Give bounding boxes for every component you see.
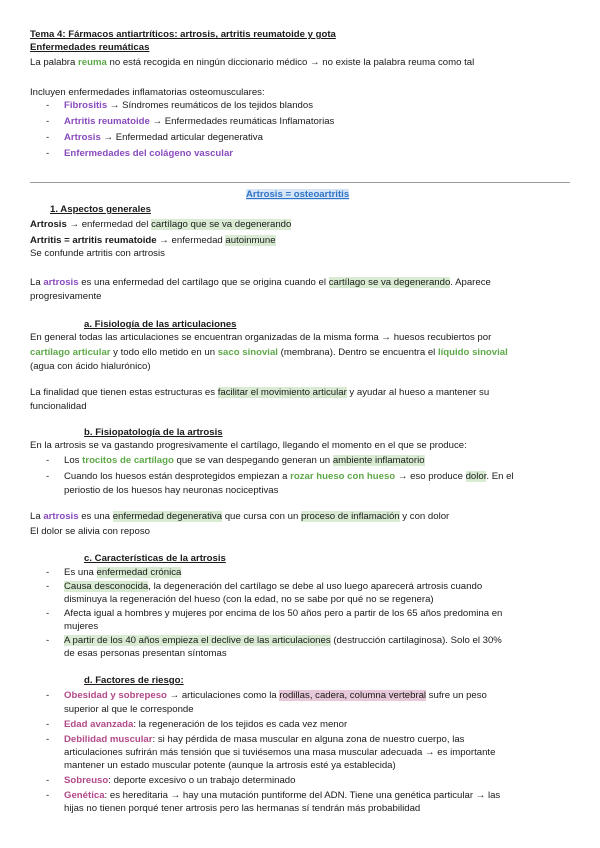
text: : si hay pérdida de masa muscular en alguna zona de nuestro cuerpo, las xyxy=(152,734,465,745)
s1-para-2: progresivamente xyxy=(30,291,102,302)
b-para-2: El dolor se alivia con reposo xyxy=(30,526,150,537)
text: Es una xyxy=(64,567,97,578)
text: → enfermedad del xyxy=(66,219,152,230)
a-line-5: funcionalidad xyxy=(30,401,87,412)
list-item xyxy=(46,100,314,112)
reum-intro: Incluyen enfermedades inflamatorias osteomusculares: xyxy=(30,87,265,98)
text: Afecta igual a hombres y mujeres por encima de los 50 años pero a partir de los 65 años predomina en xyxy=(64,608,503,619)
section-title xyxy=(246,189,349,201)
bullet-dash: - xyxy=(46,567,50,578)
text: → enfermedad xyxy=(156,235,226,246)
list-item xyxy=(46,775,296,787)
bullet-dash: - xyxy=(46,790,50,801)
reum-heading: Enfermedades reumáticas xyxy=(30,42,150,53)
a-line-2 xyxy=(30,347,508,359)
term: Artritis = artritis reumatoide xyxy=(30,235,157,246)
text: . En el xyxy=(486,471,514,482)
term: cartílago articular xyxy=(30,347,111,358)
term: saco sinovial xyxy=(217,347,278,358)
list-item-cont: periostio de los huesos hay neuronas nociceptivas xyxy=(64,485,279,496)
reum-line-1 xyxy=(30,57,474,69)
term: Sobreuso xyxy=(64,775,109,786)
text: La xyxy=(30,277,44,288)
text: → Síndromes reumáticos de los tejidos blandos xyxy=(107,100,314,111)
term: Fibrositis xyxy=(64,100,108,111)
text: no está recogida en ningún diccionario médico → no existe la palabra reuma como tal xyxy=(106,57,475,68)
list-item xyxy=(46,690,487,702)
list-item xyxy=(46,635,502,647)
highlight: enfermedad crónica xyxy=(96,567,182,578)
list-item xyxy=(46,790,501,802)
list-item xyxy=(46,148,234,160)
s1-para-1 xyxy=(30,277,491,289)
highlight: facilitar el movimiento articular xyxy=(217,387,347,398)
section-title-text: Artrosis = osteoartritis xyxy=(246,189,350,200)
term: Debilidad muscular xyxy=(64,734,153,745)
text: → eso produce xyxy=(395,471,466,482)
bullet-dash: - xyxy=(46,775,50,786)
list-item xyxy=(46,734,465,746)
b-line-1: En la artrosis se va gastando progresivamente el cartílago, llegando el momento en el que se produce: xyxy=(30,440,467,451)
highlight: proceso de inflamación xyxy=(300,511,400,522)
highlight: cartílago se va degenerando xyxy=(328,277,451,288)
list-item-cont: de esas personas presentan síntomas xyxy=(64,648,227,659)
text: : la regeneración de los tejidos es cada vez menor xyxy=(133,719,348,730)
highlight: enfermedad degenerativa xyxy=(112,511,223,522)
text: es una xyxy=(78,511,113,522)
highlight: autoinmune xyxy=(225,235,276,246)
list-item xyxy=(46,471,514,483)
term: artrosis xyxy=(43,511,79,522)
bullet-dash: - xyxy=(46,719,50,730)
s1-line-3: Se confunde artritis con artrosis xyxy=(30,248,165,259)
term: Artrosis xyxy=(30,219,67,230)
text: → articulaciones como la xyxy=(166,690,280,701)
text: que cursa con un xyxy=(222,511,301,522)
text: : deporte excesivo o un trabajo determinado xyxy=(108,775,296,786)
term: artrosis xyxy=(43,277,79,288)
text: La xyxy=(30,511,44,522)
text: La palabra xyxy=(30,57,79,68)
list-item-cont: articulaciones sufrirán más tensión que si tuviésemos una masa muscular adecuada → es importante xyxy=(64,747,496,758)
bullet-dash: - xyxy=(46,116,50,127)
list-item xyxy=(46,581,483,593)
term: rozar hueso con hueso xyxy=(290,471,396,482)
text: → Enfermedad articular degenerativa xyxy=(100,132,263,143)
b-heading: b. Fisiopatología de la artrosis xyxy=(84,427,223,438)
bullet-dash: - xyxy=(46,148,50,159)
bullet-dash: - xyxy=(46,734,50,745)
text: La finalidad que tienen estas estructuras es xyxy=(30,387,218,398)
text: (destrucción cartilaginosa). Solo el 30% xyxy=(330,635,502,646)
a-line-1: En general todas las articulaciones se encuentran organizadas de la misma forma → huesos recubiertos por xyxy=(30,332,492,343)
list-item-cont: mantener un estado muscular potente (aunque la artrosis esté ya establecida) xyxy=(64,760,396,771)
highlight: ambiente inflamatorio xyxy=(332,455,425,466)
highlight: A partir de los 40 años empieza el declive de las articulaciones xyxy=(64,635,331,646)
list-item xyxy=(46,567,182,579)
text: : es hereditaria → hay una mutación puntiforme del ADN. Tiene una genética particular → las xyxy=(104,790,501,801)
text: (membrana). Dentro se encuentra el xyxy=(277,347,438,358)
highlight: Causa desconocida xyxy=(64,581,149,592)
text: que se van despegando generan un xyxy=(173,455,333,466)
text: y ayudar al hueso a mantener su xyxy=(346,387,490,398)
bullet-dash: - xyxy=(46,471,50,482)
b-para-1 xyxy=(30,511,449,523)
a-line-4 xyxy=(30,387,489,399)
term: Enfermedades del colágeno vascular xyxy=(64,148,234,159)
s1-heading: 1. Aspectos generales xyxy=(50,204,151,215)
term: trocitos de cartílago xyxy=(82,455,174,466)
term: Artritis reumatoide xyxy=(64,116,150,127)
highlight-pink: rodillas, cadera, columna vertebral xyxy=(279,690,427,701)
bullet-dash: - xyxy=(46,635,50,646)
list-item-cont: hijas no tienen porqué tener artrosis pero las hermanas sí tendrán más probabilidad xyxy=(64,803,421,814)
bullet-dash: - xyxy=(46,455,50,466)
text: sufre un peso xyxy=(426,690,487,701)
d-heading: d. Factores de riesgo: xyxy=(84,675,184,686)
c-heading: c. Características de la artrosis xyxy=(84,553,226,564)
term-reuma: reuma xyxy=(78,57,107,68)
list-item xyxy=(46,719,348,731)
bullet-dash: - xyxy=(46,132,50,143)
text: y todo ello metido en un xyxy=(110,347,218,358)
s1-line-2 xyxy=(30,235,276,247)
highlight: dolor xyxy=(465,471,487,482)
text: → Enfermedades reumáticas Inflamatorias xyxy=(149,116,335,127)
list-item-cont: mujeres xyxy=(64,621,99,632)
document-title: Tema 4: Fármacos antiartríticos: artrosis, artritis reumatoide y gota xyxy=(30,29,336,40)
term: Obesidad y sobrepeso xyxy=(64,690,167,701)
list-item xyxy=(46,116,335,128)
bullet-dash: - xyxy=(46,690,50,701)
text: Cuando los huesos están desprotegidos empiezan a xyxy=(64,471,291,482)
text: y con dolor xyxy=(399,511,450,522)
bullet-dash: - xyxy=(46,581,50,592)
term: Edad avanzada xyxy=(64,719,134,730)
highlight: cartílago que se va degenerando xyxy=(151,219,292,230)
text: Los xyxy=(64,455,83,466)
bullet-dash: - xyxy=(46,100,50,111)
list-item-cont: disminuya la regeneración del hueso (con la edad, no se sabe por qué no se regenera) xyxy=(64,594,434,605)
list-item xyxy=(46,132,263,144)
horizontal-divider xyxy=(30,182,570,183)
text: es una enfermedad del cartílago que se origina cuando el xyxy=(78,277,329,288)
list-item xyxy=(46,608,503,620)
list-item xyxy=(46,455,425,467)
a-line-3: (agua con ácido hialurónico) xyxy=(30,361,151,372)
term: Genética xyxy=(64,790,105,801)
a-heading: a. Fisiología de las articulaciones xyxy=(84,319,237,330)
text: , la degeneración del cartílago se debe al uso luego aparecerá artrosis cuando xyxy=(148,581,483,592)
list-item-cont: superior al que le corresponde xyxy=(64,704,194,715)
term: Artrosis xyxy=(64,132,101,143)
bullet-dash: - xyxy=(46,608,50,619)
s1-line-1 xyxy=(30,219,291,231)
term: líquido sinovial xyxy=(437,347,508,358)
text: . Aparece xyxy=(450,277,491,288)
